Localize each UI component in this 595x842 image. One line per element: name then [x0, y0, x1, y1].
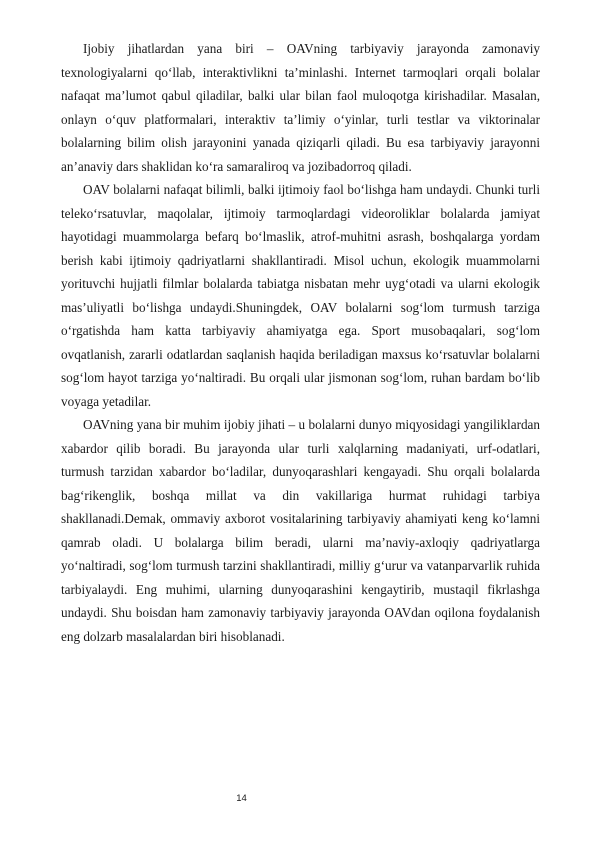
page-number: 14: [236, 793, 247, 804]
paragraph-1: Ijobiy jihatlardan yana biri – OAVning tarbiyaviy jarayonda zamonaviy texnologiyalarni qo‘llab, interaktivlikni ta’minlashi. Internet tarmoqlari orqali bolalar nafaqat ma’lumot qabul qiladilar, balki ular bilan faol muloqotga kirishadilar. Masalan, onlayn o‘quv platformalari, interaktiv ta’limiy o‘yinlar, turli testlar va viktorinalar bolalarning bilim olish jarayonini yanada qiziqarli qiladi. Bu esa tarbiyaviy jarayonni an’anaviy dars shaklidan ko‘ra samaraliroq va jozibadorroq qiladi.: [61, 41, 540, 174]
paragraph-2: OAV bolalarni nafaqat bilimli, balki ijtimoiy faol bo‘lishga ham undaydi. Chunki turli teleko‘rsatuvlar, maqolalar, ijtimoiy tarmoqlardagi videoroliklar bolalarda jamiyat hayotidagi muammolarga befarq bo‘lmaslik, atrof-muhitni asrash, boshqalarga yordam berish kabi ijtimoiy qadriyatlarni shakllantiradi. Misol uchun, ekologik muammolarni yorituvchi hujjatli filmlar bolalarda tabiatga nisbatan mehr uyg‘otadi va ularni ekologik mas’uliyatli bo‘lishga undaydi.Shuningdek, OAV bolalarni sog‘lom turmush tarziga o‘rgatishda ham katta tarbiyaviy ahamiyatga ega. Sport musobaqalari, sog‘lom ovqatlanish, zararli odatlardan saqlanish haqida beriladigan maxsus ko‘rsatuvlar bolalarni sog‘lom hayot tarziga yo‘naltiradi. Bu orqali ular jismonan sog‘lom, ruhan bardam bo‘lib voyaga yetadilar.: [61, 182, 540, 409]
paragraph-3: OAVning yana bir muhim ijobiy jihati – u bolalarni dunyo miqyosidagi yangiliklardan xabardor qilib boradi. Bu jarayonda ular turli xalqlarning madaniyati, urf-odatlari, turmush tarzidan xabardor bo‘ladilar, dunyoqarashlari kengayadi. Shu orqali bolalarda bag‘rikenglik, boshqa millat va din vakillariga hurmat ruhidagi tarbiya shakllanadi.Demak, ommaviy axborot vositalarining tarbiyaviy ahamiyati keng ko‘lamni qamrab oladi. U bolalarga bilim beradi, ularni ma’naviy-axloqiy qadriyatlarga yo‘naltiradi, sog‘lom turmush tarzini shakllantiradi, milliy g‘urur va vatanparvarlik ruhida tarbiyalaydi. Eng muhimi, ularning dunyoqarashini kengaytirib, mustaqil fikrlashga undaydi. Shu boisdan ham zamonaviy tarbiyaviy jarayonda OAVdan oqilona foydalanish eng dolzarb masalalardan biri hisoblanadi.: [61, 417, 540, 644]
document-body: [61, 37, 540, 648]
